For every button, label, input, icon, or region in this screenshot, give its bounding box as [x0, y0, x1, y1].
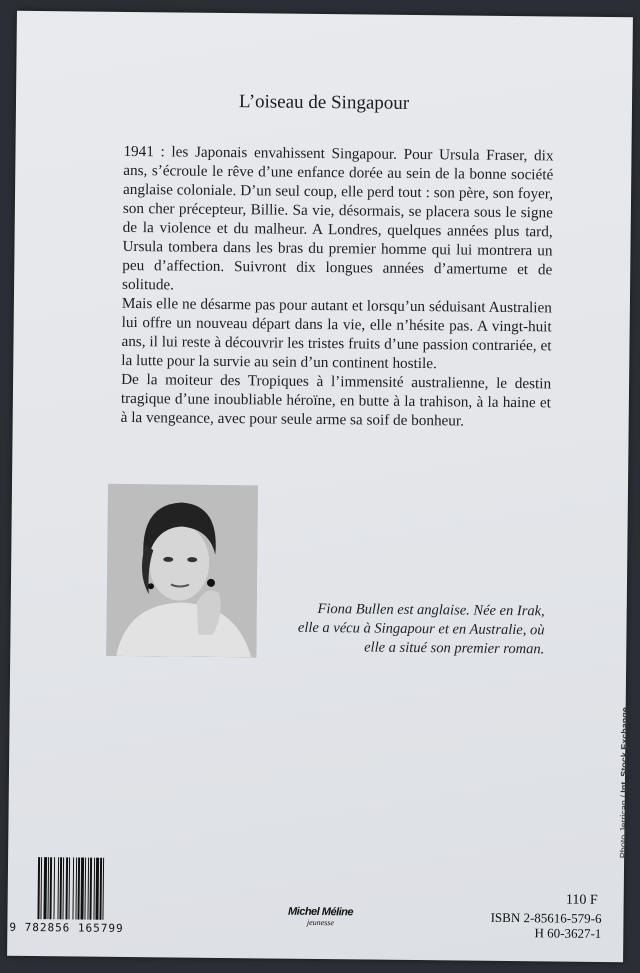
blurb-paragraph-2: Mais elle ne désarme pas pour autant et lorsqu’un séduisant Australien lui offre un nouveau départ dans la vie, elle n’hésite pas. A vingt-huit ans, il lui reste à découvrir les tristes fruits d’une passion contrariée, et la lutte pour la survie au sein d’un continent hostile. — [121, 294, 552, 373]
publisher-name: Michel Méline — [287, 905, 354, 919]
barcode — [7, 857, 150, 936]
blurb-paragraph-1: 1941 : les Japonais envahissent Singapour. Pour Ursula Fraser, dix ans, s’écroule le rêve d’une enfance dorée au sein de la bonne société anglaise coloniale. D’un seul coup, elle perd tout : son père, son foyer, son cher précepteur, Billie. Sa vie, désormais, se placera sous le signe de la violence et du malheur. A Londres, quelques années plus tard, Ursula tombera dans les bras du premier homme qui lui montrera un peu d’affection. Suivront dix longues années d’amertume et de solitude. — [122, 142, 554, 294]
barcode-stripe — [103, 858, 106, 920]
book-title: L’oiseau de Singapour — [238, 91, 410, 114]
author-bio-line-1: Fiona Bullen est anglaise. Née en Irak, — [317, 600, 545, 620]
author-photo — [106, 484, 258, 658]
isbn: ISBN 2-85616-579-6 — [490, 909, 602, 926]
isbn-block — [490, 910, 601, 941]
photo-credit-agency: Int. Stock Exchange — [618, 707, 630, 793]
internal-code: H 60-3627-1 — [534, 925, 602, 941]
author-bio-line-2: elle a vécu à Singapour et en Australie, où — [297, 619, 545, 639]
barcode-digits: 9 782856 165799 — [9, 920, 124, 935]
author-bio-line-3: elle a situé son premier roman. — [364, 639, 545, 658]
barcode-bars — [7, 857, 150, 920]
book-back-cover — [7, 11, 633, 962]
blurb-paragraph-3: De la moiteur des Tropiques à l’immensité australienne, le destin tragique d’une inoubliable héroïne, en butte à la trahison, à la haine et à la vengeance, avec pour seule arme sa soif de bonheur. — [120, 370, 552, 430]
author-portrait-image — [106, 484, 258, 658]
publisher-logo — [275, 906, 365, 928]
book-blurb — [121, 142, 554, 431]
photo-credit-prefix: Photo Jerrican / — [618, 792, 629, 859]
publisher-sub: jeunesse — [306, 917, 335, 928]
author-bio — [260, 599, 545, 659]
photo-credit — [618, 707, 630, 858]
price: 110 F — [565, 892, 598, 908]
